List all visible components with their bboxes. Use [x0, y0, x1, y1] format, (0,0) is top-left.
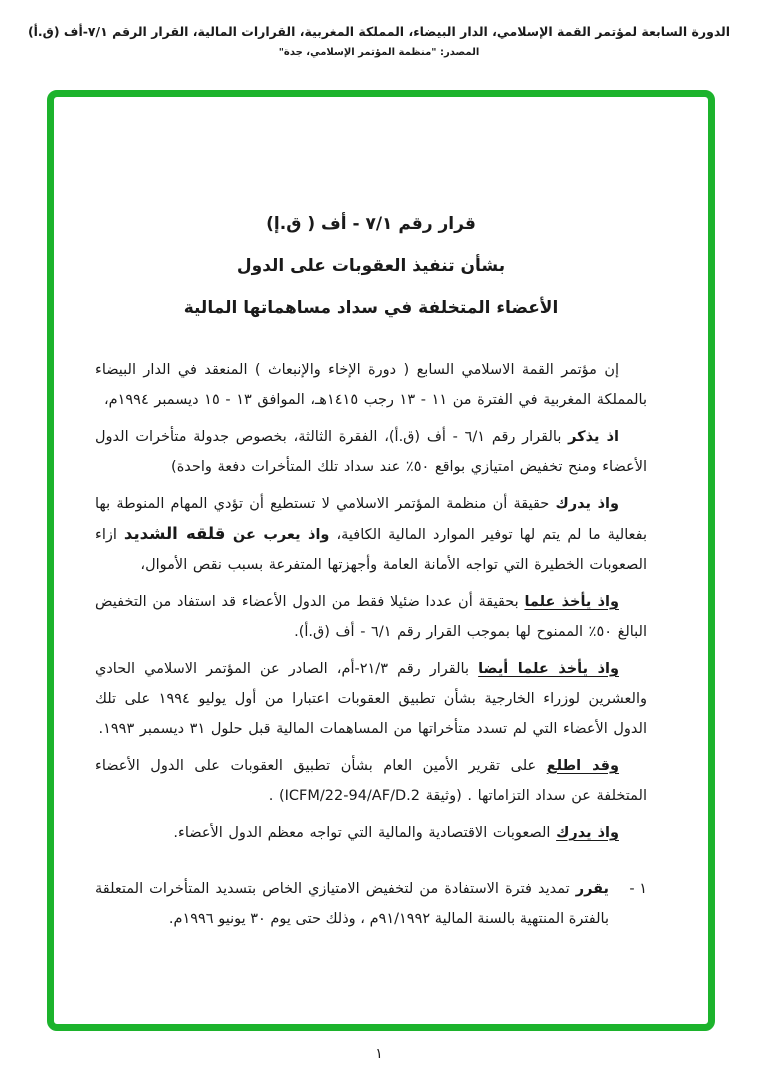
title-line-3: الأعضاء المتخلفة في سداد مساهماتها المالية: [183, 298, 559, 318]
document-body: [89, 355, 647, 848]
paragraph: [89, 422, 647, 482]
paragraph-lead-text: واذ يأخذ علما: [524, 594, 619, 610]
paragraph: [89, 489, 647, 580]
document-title: [95, 203, 647, 329]
paragraph-text: الصعوبات الاقتصادية والمالية التي تواجه معظم الدول الأعضاء.: [173, 825, 557, 841]
title-line-1: قرار رقم ٧/١ - أف ( ق.إ): [266, 214, 476, 234]
header-source-line: المصدر: "منظمة المؤتمر الإسلامي، جدة": [278, 47, 480, 58]
paragraph-lead-text: وقد اطلع: [546, 758, 619, 774]
paragraph-text: حقيقة أن منظمة المؤتمر الاسلامي لا تستطيع أن تؤدي المهام المنوطة بها بفعالية ما لم يتم لها توفير الموارد المالية الكافية،: [89, 496, 647, 543]
header-citation-line: الدورة السابعة لمؤتمر القمة الإسلامي، الدار البيضاء، المملكة المغربية، القرارات المالية، القرار الرقم ٧/١-أف (ق.أ): [27, 24, 731, 39]
paragraph-lead-text: واذ يعرب عن: [225, 527, 330, 543]
item-marker: ١ -: [629, 881, 647, 897]
document-header: [0, 24, 758, 58]
paragraph-lead-text: قلقه الشديد: [123, 524, 226, 543]
paragraph-lead-text: واذ يأخذ علما أيضا: [478, 661, 619, 677]
paragraph-text: ازاء الصعوبات الخطيرة التي تواجه الأمانة العامة وأجهزتها المتفرعة بسبب نقص الأموال،: [89, 527, 647, 573]
list-item: [95, 874, 647, 934]
paragraph: [89, 355, 647, 415]
paragraph-text: بحقيقة أن عددا ضئيلا فقط من الدول الأعضاء قد استفاد من التخفيض البالغ ٥٠٪ الممنوح لها بموجب القرار رقم ٦/١ - أف (ق.أ).: [89, 594, 647, 640]
paragraph-lead-text: واذ يدرك: [555, 496, 619, 512]
paragraph: [95, 818, 647, 848]
paragraph-lead-text: اذ يذكر: [568, 429, 619, 445]
title-line-2: بشأن تنفيذ العقوبات على الدول: [236, 256, 506, 276]
decision-list: [95, 874, 647, 934]
paragraph-text: بالقرار رقم ٦/١ - أف (ق.أ)، الفقرة الثالثة، بخصوص جدولة متأخرات الدول الأعضاء ومنح تخفيض امتيازي بواقع ٥٠٪ عند سداد تلك المتأخرات دفعة واحدة): [89, 429, 647, 475]
document-frame: [47, 90, 715, 1031]
paragraph-lead-text: واذ يدرك: [556, 825, 619, 841]
paragraph-text: تمديد فترة الاستفادة من لتخفيض الامتيازي الخاص بتسديد المتأخرات المتعلقة بالفترة المنتهية بالسنة المالية ٩١/١٩٩٢م ، وذلك حتى يوم ٣٠ يونيو ١٩٩٦م.: [95, 881, 609, 927]
paragraph-lead-text: يقرر: [575, 881, 609, 897]
paragraph: [89, 751, 647, 811]
page-number: ١: [375, 1046, 383, 1062]
paragraph-text: بالقرار رقم ٢١/٣-أم، الصادر عن المؤتمر الاسلامي الحادي والعشرين لوزراء الخارجية بشأن تطبيق العقوبات اعتبارا من أول يوليو ١٩٩٤ على تلك الدول الأعضاء التي لم تسدد متأخراتها من المساهمات المالية قبل حلول ٣١ ديسمبر ١٩٩٣.: [89, 661, 647, 737]
paragraph: [89, 654, 647, 744]
paragraph-text: إن مؤتمر القمة الاسلامي السابع ( دورة الإخاء والإنبعاث ) المنعقد في الدار البيضاء بالمملكة المغربية في الفترة من ١١ - ١٣ رجب ١٤١٥هـ، الموافق ١٣ - ١٥ ديسمبر ١٩٩٤م،: [89, 362, 647, 408]
paragraph-text: على تقرير الأمين العام بشأن تطبيق العقوبات على الدول الأعضاء المتخلفة عن سداد التزاماتها . (وثيقة ICFM/22-94/AF/D.2) .: [89, 758, 647, 804]
paragraph: [89, 587, 647, 647]
item-text: [95, 874, 609, 934]
